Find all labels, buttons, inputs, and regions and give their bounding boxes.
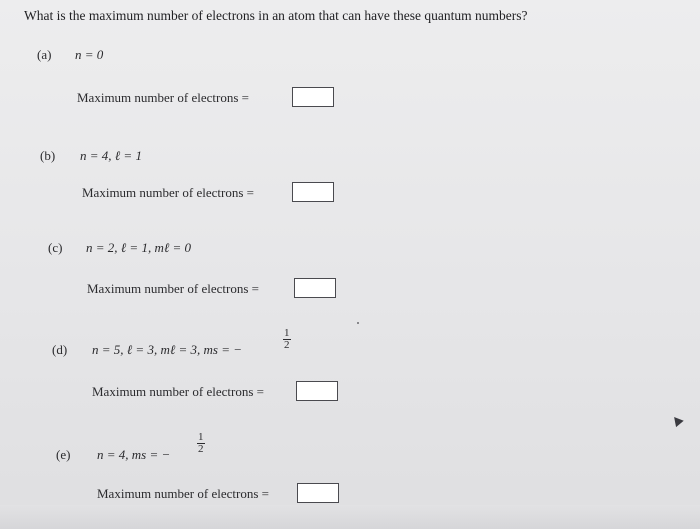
part-d-condition bbox=[92, 342, 242, 358]
part-e-fraction bbox=[197, 432, 205, 455]
part-e-label: Maximum number of electrons = bbox=[97, 486, 269, 501]
part-e-answer-input[interactable] bbox=[297, 483, 339, 503]
part-c-answer-input[interactable] bbox=[294, 278, 336, 298]
stray-dot bbox=[357, 322, 359, 324]
part-c-label: Maximum number of electrons = bbox=[87, 281, 259, 296]
bottom-shade bbox=[0, 505, 700, 529]
part-d-frac-num: 1 bbox=[284, 327, 290, 339]
part-c-condition: n = 2, ℓ = 1, mℓ = 0 bbox=[86, 240, 192, 255]
part-d-label: Maximum number of electrons = bbox=[92, 384, 264, 399]
part-a-letter: (a) bbox=[37, 47, 52, 62]
part-a-answer-input[interactable] bbox=[292, 87, 334, 107]
part-e-letter: (e) bbox=[56, 447, 71, 462]
part-e-condition bbox=[97, 447, 170, 463]
part-a-condition: n = 0 bbox=[75, 47, 104, 62]
part-e-condition-text: n = 4, ms = − bbox=[97, 447, 171, 462]
part-c-letter: (c) bbox=[48, 240, 63, 255]
part-a-label: Maximum number of electrons = bbox=[77, 90, 249, 105]
part-b-condition: n = 4, ℓ = 1 bbox=[80, 148, 142, 163]
part-d-fraction bbox=[283, 328, 291, 351]
mouse-cursor-icon bbox=[670, 414, 683, 427]
part-b-label: Maximum number of electrons = bbox=[82, 185, 254, 200]
part-d-condition-text: n = 5, ℓ = 3, mℓ = 3, ms = − bbox=[92, 342, 243, 357]
part-e-frac-den: 2 bbox=[198, 443, 204, 455]
question-text: What is the maximum number of electrons in an atom that can have these quantum numbers? bbox=[24, 8, 528, 23]
part-d-frac-den: 2 bbox=[284, 339, 290, 351]
part-b-answer-input[interactable] bbox=[292, 182, 334, 202]
part-b-letter: (b) bbox=[40, 148, 56, 163]
part-d-answer-input[interactable] bbox=[296, 381, 338, 401]
part-d-letter: (d) bbox=[52, 342, 68, 357]
part-e-frac-num: 1 bbox=[198, 431, 204, 443]
